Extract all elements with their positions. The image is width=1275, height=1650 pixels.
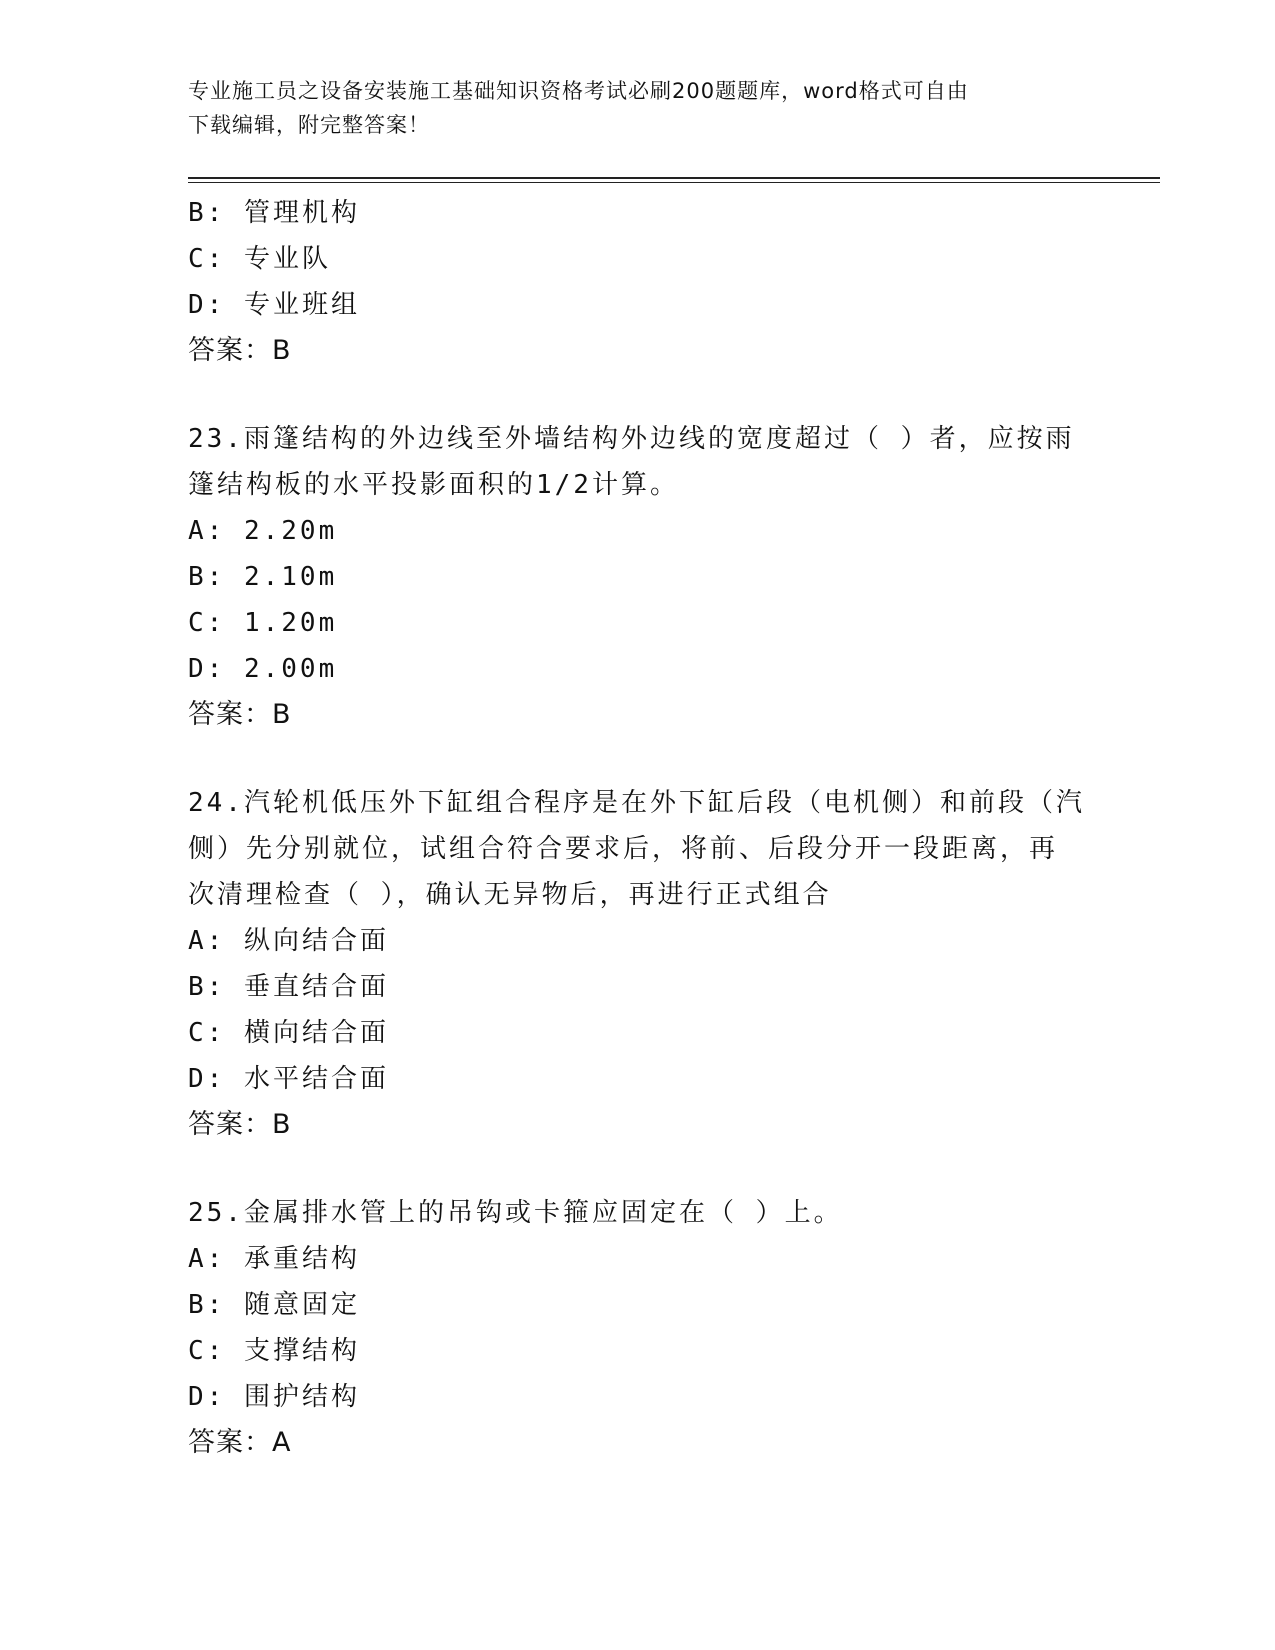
question-text-line: 篷结构板的水平投影面积的1/2计算。	[188, 470, 679, 500]
document-header	[188, 74, 1088, 142]
question-23	[188, 416, 1088, 738]
question-list	[188, 190, 1088, 1466]
option-c: C: 1.20m	[188, 608, 338, 638]
header-divider-thin	[188, 182, 1160, 183]
question-25	[188, 1190, 1088, 1466]
option-d: D: 水平结合面	[188, 1064, 389, 1094]
answer-line: 答案：A	[188, 1427, 292, 1458]
header-line-2: 下载编辑，附完整答案！	[188, 113, 430, 137]
option-a: A: 2.20m	[188, 516, 338, 546]
option-d: D: 2.00m	[188, 654, 338, 684]
header-line-1: 专业施工员之设备安装施工基础知识资格考试必刷200题题库，word格式可自由	[188, 79, 969, 103]
question-text-line: 25.金属排水管上的吊钩或卡箍应固定在（ ）上。	[188, 1198, 843, 1228]
option-c: C: 专业队	[188, 244, 331, 274]
option-a: A: 承重结构	[188, 1244, 360, 1274]
question-text-line: 侧）先分别就位，试组合符合要求后，将前、后段分开一段距离，再	[188, 834, 1059, 864]
option-b: B: 随意固定	[188, 1290, 360, 1320]
option-c: C: 横向结合面	[188, 1018, 389, 1048]
previous-question-tail	[188, 190, 1088, 374]
option-a: A: 纵向结合面	[188, 926, 389, 956]
option-d: D: 专业班组	[188, 290, 360, 320]
question-24	[188, 780, 1088, 1148]
answer-line: 答案：B	[188, 699, 292, 730]
option-b: B: 垂直结合面	[188, 972, 389, 1002]
answer-line: 答案：B	[188, 335, 292, 366]
question-text-line: 24.汽轮机低压外下缸组合程序是在外下缸后段（电机侧）和前段（汽	[188, 788, 1085, 818]
question-text-line: 次清理检查（ ），确认无异物后，再进行正式组合	[188, 880, 832, 910]
option-d: D: 围护结构	[188, 1382, 360, 1412]
option-b: B: 2.10m	[188, 562, 338, 592]
question-text-line: 23.雨篷结构的外边线至外墙结构外边线的宽度超过（ ）者，应按雨	[188, 424, 1075, 454]
header-divider-thick	[188, 177, 1160, 179]
answer-line: 答案：B	[188, 1109, 292, 1140]
option-b: B: 管理机构	[188, 198, 360, 228]
option-c: C: 支撑结构	[188, 1336, 360, 1366]
